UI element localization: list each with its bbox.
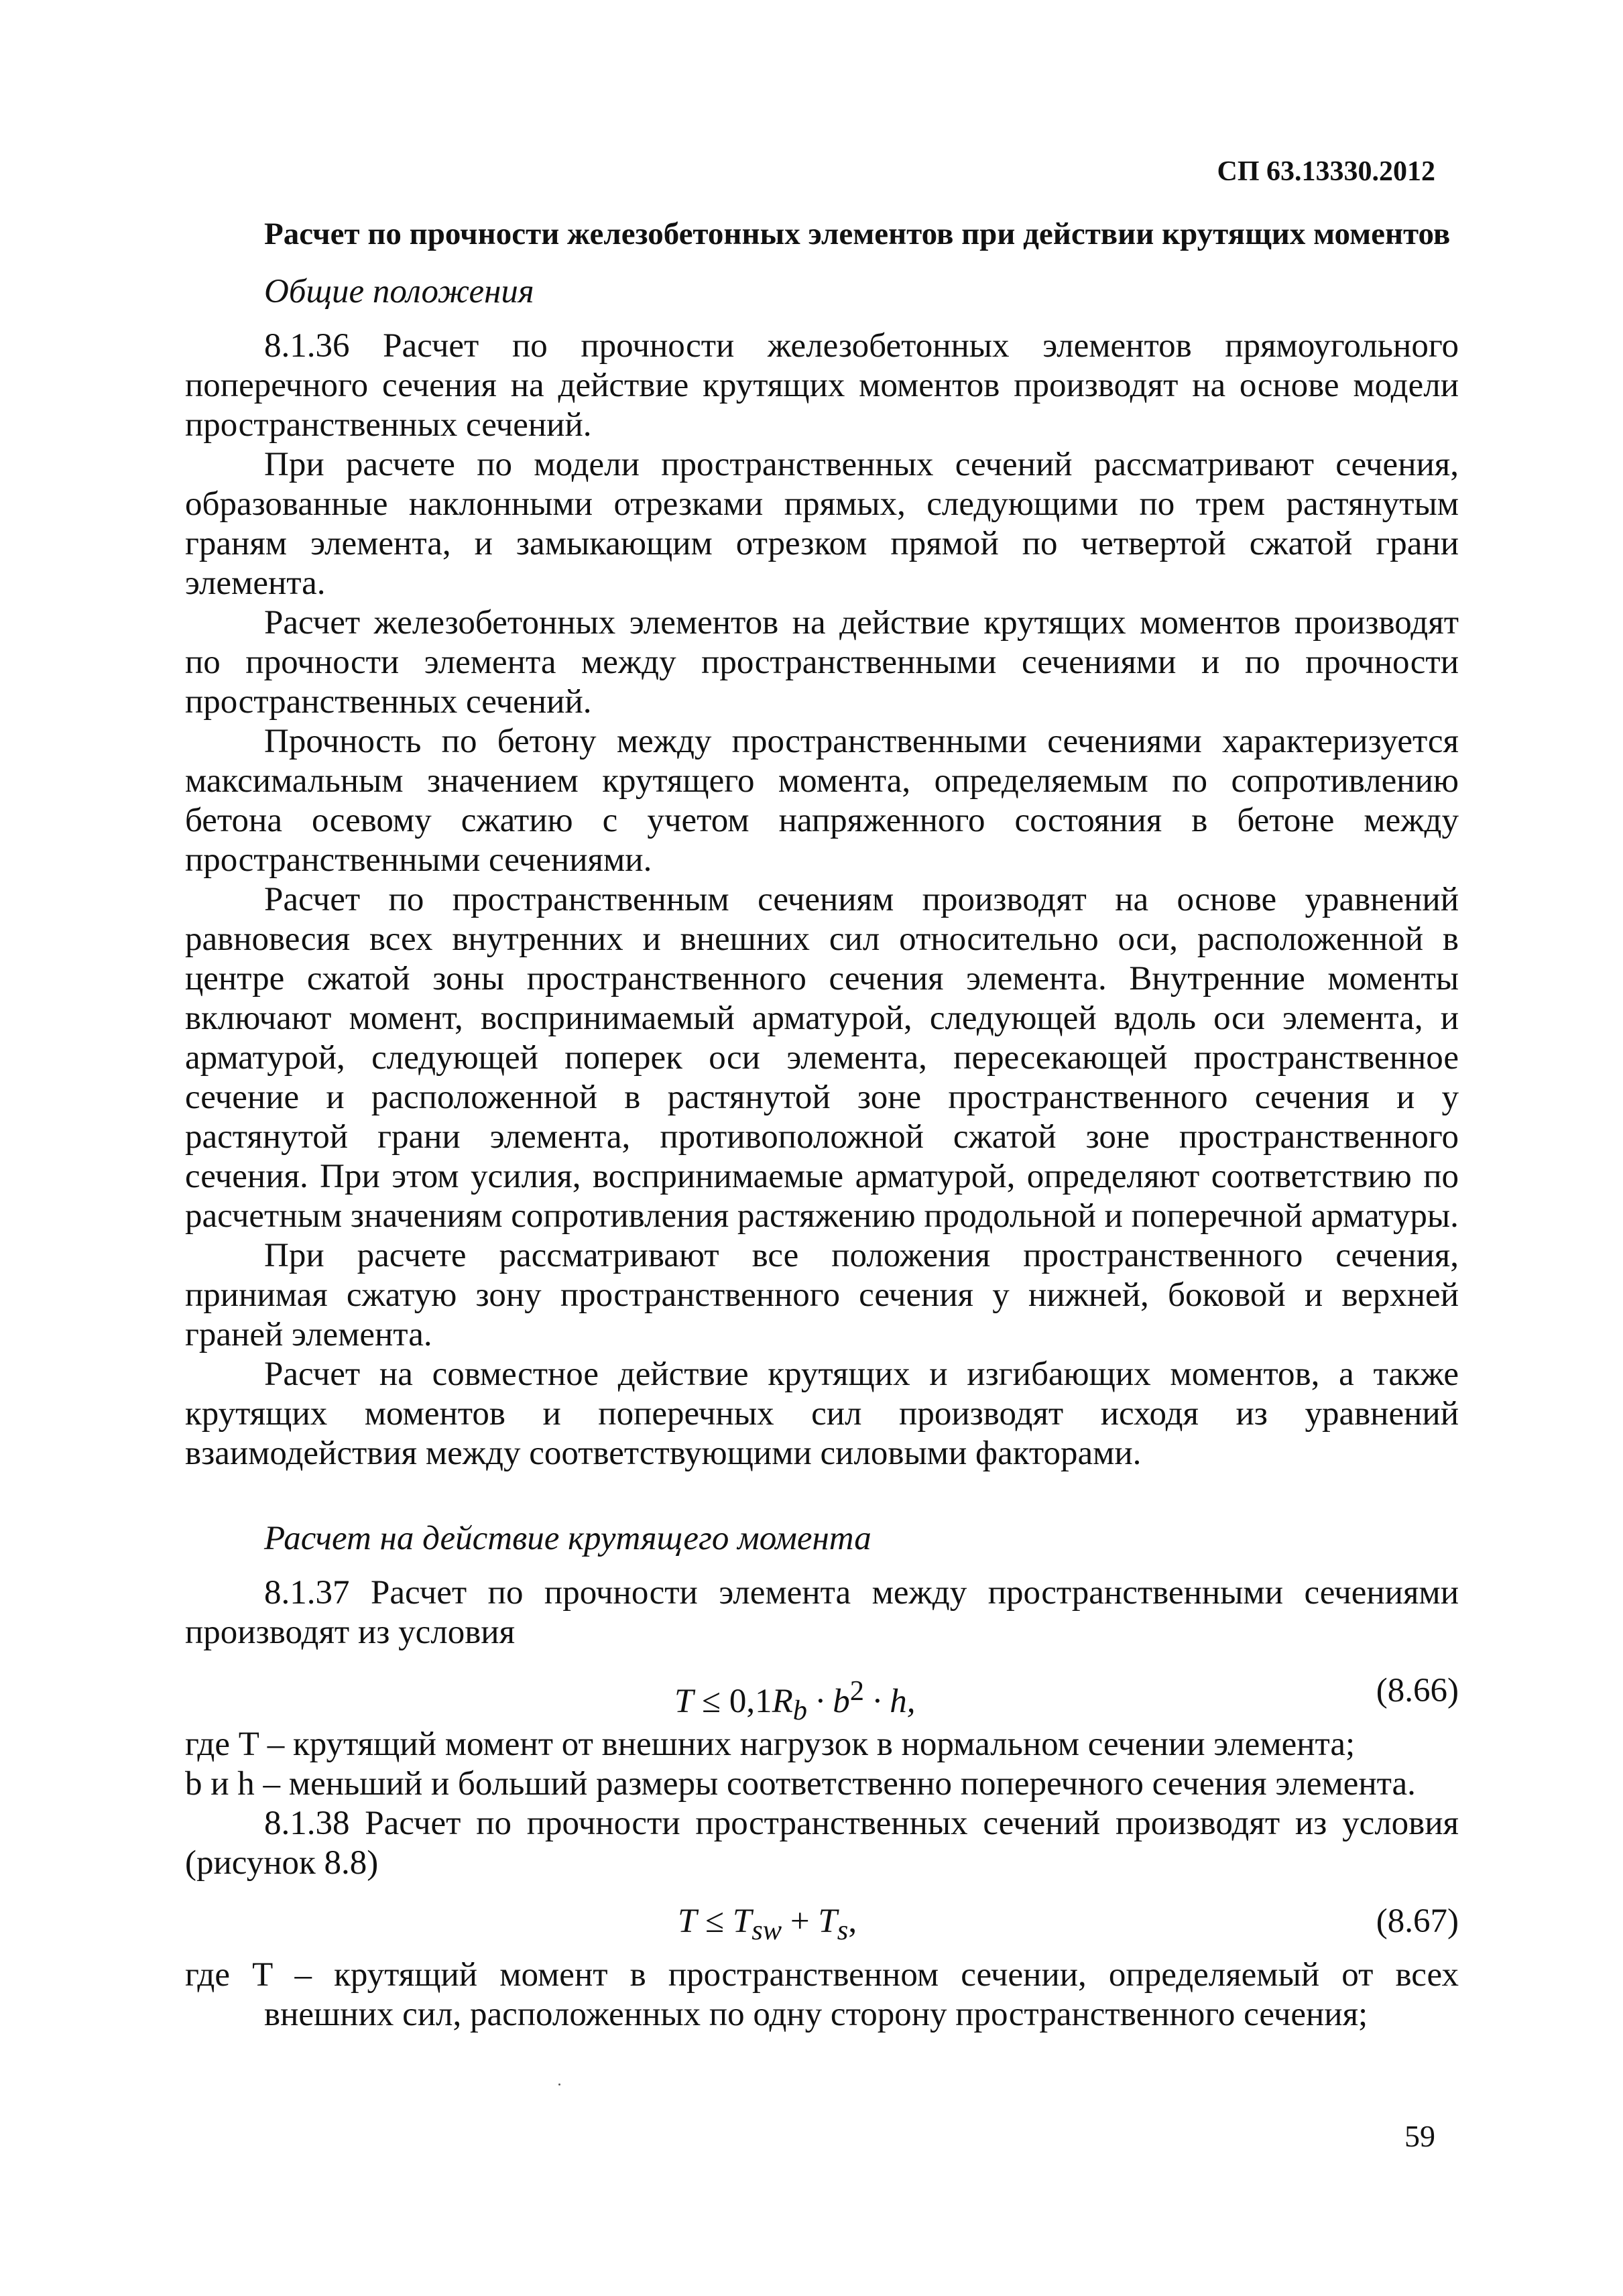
paragraph-8-1-37: 8.1.37 Расчет по прочности элемента между пространственными сечениями производят из условия bbox=[185, 1574, 1459, 1651]
paragraph: Расчет на совместное действие крутящих и изгибающих моментов, а также крутящих моментов и поперечных сил производят исходя из уравнений взаимодействия между соответствующими силовыми факторами. bbox=[185, 1355, 1459, 1472]
formula-number: (8.67) bbox=[1376, 1902, 1459, 1940]
section-heading: Расчет по прочности железобетонных элементов при действии крутящих моментов bbox=[264, 217, 1451, 251]
where-clause: где T – крутящий момент в пространственном сечении, определяемый от всех внешних сил, расположенных по одну сторону пространственного сечения; bbox=[185, 1956, 1459, 2033]
paragraph: При расчете по модели пространственных сечений рассматривают сечения, образованные наклонными отрезками прямых, следующими по трем растянутым граням элемента, и замыкающим отрезком прямой по четвертой сжатой грани элемента. bbox=[185, 446, 1459, 602]
scan-speck bbox=[558, 2083, 560, 2086]
formula-expression: $T \le T_{sw} + T_s$, bbox=[678, 1902, 857, 1947]
paragraph-8-1-38: 8.1.38 Расчет по прочности пространственных сечений производят из условия (рисунок 8.8) bbox=[185, 1805, 1459, 1882]
paragraph: Прочность по бетону между пространственными сечениями характеризуется максимальным значением крутящего момента, определяемым по сопротивлению бетона осевому сжатию с учетом напряженного состояния в бетоне между пространственными сечениями. bbox=[185, 723, 1459, 879]
page-body bbox=[185, 147, 1459, 2035]
document-code: СП 63.13330.2012 bbox=[1217, 156, 1435, 187]
paragraph-8-1-36: 8.1.36 Расчет по прочности железобетонных элементов прямоугольного поперечного сечения на действие крутящих моментов производят на основе модели пространственных сечений. bbox=[185, 327, 1459, 444]
formula-8-67 bbox=[185, 1890, 1459, 1951]
subheading-general: Общие положения bbox=[264, 273, 534, 310]
page-number: 59 bbox=[1404, 2119, 1435, 2153]
where-clause: где T – крутящий момент от внешних нагрузок в нормальном сечении элемента; bbox=[185, 1726, 1356, 1763]
formula-number: (8.66) bbox=[1376, 1672, 1459, 1709]
where-clause: b и h – меньший и больший размеры соответственно поперечного сечения элемента. bbox=[185, 1765, 1416, 1803]
formula-8-66 bbox=[185, 1659, 1459, 1727]
subheading-torque: Расчет на действие крутящего момента bbox=[264, 1520, 871, 1557]
paragraph: Расчет железобетонных элементов на действие крутящих моментов производят по прочности элемента между пространственными сечениями и по прочности пространственных сечений. bbox=[185, 604, 1459, 721]
paragraph: При расчете рассматривают все положения пространственного сечения, принимая сжатую зону пространственного сечения у нижней, боковой и верхней граней элемента. bbox=[185, 1237, 1459, 1353]
formula-expression: $T \le 0,1R_b \cdot b^2 \cdot h$, bbox=[674, 1675, 916, 1727]
paragraph: Расчет по пространственным сечениям производят на основе уравнений равновесия всех внутренних и внешних сил относительно оси, расположенной в центре сжатой зоны пространственного сечения элемента. Внутренние моменты включают момент, воспринимаемый арматурой, следующей вдоль оси элемента, и арматурой, следующей поперек оси элемента, пересекающей пространственное сечение и расположенной в растянутой зоне пространственного сечения и у растянутой грани элемента, противоположной сжатой зоне пространственного сечения. При этом усилия, воспринимаемые арматурой, определяют соответствию по расчетным значениям сопротивления растяжению продольной и поперечной арматуры. bbox=[185, 881, 1459, 1235]
